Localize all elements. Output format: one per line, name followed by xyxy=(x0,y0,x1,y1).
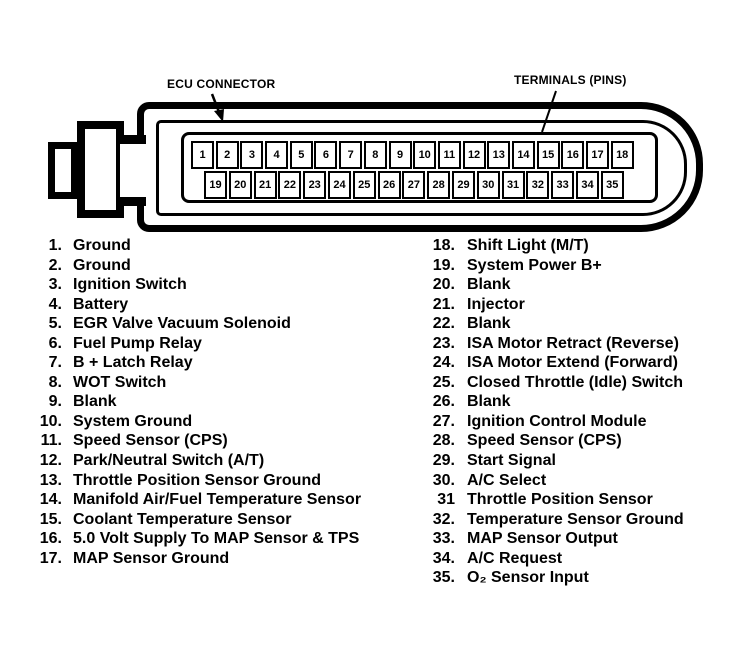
terminal-box: 21 xyxy=(254,171,277,199)
connector-end-nub xyxy=(48,142,78,199)
pin-item xyxy=(417,373,747,393)
terminal-box: 14 xyxy=(512,141,535,169)
terminal-box: 9 xyxy=(389,141,412,169)
pin-label: Shift Light (M/T) xyxy=(467,237,589,254)
pin-number: 10. xyxy=(39,412,62,430)
pin-label: 5.0 Volt Supply To MAP Sensor & TPS xyxy=(73,530,360,548)
terminal-box: 30 xyxy=(477,171,500,199)
terminal-box: 4 xyxy=(265,141,288,169)
pin-number: 13. xyxy=(39,471,62,489)
terminal-box: 18 xyxy=(611,141,634,169)
pin-label: O₂ Sensor Input xyxy=(467,569,589,587)
pin-item xyxy=(417,412,747,432)
pin-label: Park/Neutral Switch (A/T) xyxy=(73,452,265,470)
terminal-box: 22 xyxy=(278,171,301,199)
pin-label: Battery xyxy=(73,295,129,313)
pin-item xyxy=(417,314,747,334)
pin-number: 33. xyxy=(432,530,455,548)
pin-item xyxy=(417,275,747,295)
pin-number: 3. xyxy=(48,276,62,294)
terminal-box: 13 xyxy=(487,141,510,169)
pin-label: ISA Motor Retract (Reverse) xyxy=(467,334,679,352)
pin-list-left xyxy=(28,236,408,568)
pin-number: 31 xyxy=(437,491,455,509)
pin-item xyxy=(417,295,747,315)
pin-item xyxy=(417,334,747,354)
pin-label: Blank xyxy=(467,315,511,333)
pin-number: 11. xyxy=(40,432,62,450)
pin-number: 32. xyxy=(432,510,455,528)
terminal-box: 16 xyxy=(561,141,584,169)
terminal-box: 28 xyxy=(427,171,450,199)
pin-label: Blank xyxy=(467,276,511,294)
pin-label: Ground xyxy=(73,256,131,274)
pin-label: Injector xyxy=(467,295,525,313)
pin-item xyxy=(28,275,408,295)
pin-label: EGR Valve Vacuum Solenoid xyxy=(73,315,291,333)
pin-item xyxy=(417,236,747,256)
pin-number: 22. xyxy=(432,315,455,333)
pin-number: 21. xyxy=(432,295,455,313)
terminal-box: 32 xyxy=(526,171,549,199)
pin-number: 35. xyxy=(432,569,455,587)
terminal-box: 6 xyxy=(314,141,337,169)
pin-item xyxy=(28,295,408,315)
pin-number: 27. xyxy=(432,412,455,430)
pin-number: 6. xyxy=(48,334,62,352)
pin-number: 4. xyxy=(48,295,62,313)
terminal-row-bottom xyxy=(204,171,624,199)
pin-label: Ignition Switch xyxy=(73,276,187,294)
terminal-box: 8 xyxy=(364,141,387,169)
pin-item xyxy=(417,353,747,373)
pin-list-right xyxy=(417,236,747,588)
terminal-box: 15 xyxy=(537,141,560,169)
pin-item xyxy=(417,431,747,451)
pin-number: 2. xyxy=(48,256,62,274)
terminal-box: 20 xyxy=(229,171,252,199)
pin-item xyxy=(28,353,408,373)
pin-number: 5. xyxy=(48,315,62,333)
pin-number: 14. xyxy=(39,491,62,509)
pin-item xyxy=(28,451,408,471)
pin-item xyxy=(28,471,408,491)
pin-item xyxy=(28,529,408,549)
pin-item xyxy=(28,412,408,432)
pin-number: 29. xyxy=(432,452,455,470)
terminal-box: 7 xyxy=(339,141,362,169)
pin-item xyxy=(417,471,747,491)
terminal-box: 33 xyxy=(551,171,574,199)
terminal-box: 10 xyxy=(413,141,436,169)
pin-item xyxy=(417,529,747,549)
pin-number: 8. xyxy=(48,373,62,391)
pin-number: 17. xyxy=(39,549,62,567)
pin-label: MAP Sensor Output xyxy=(467,530,618,548)
pin-item xyxy=(417,510,747,530)
pin-label: Ignition Control Module xyxy=(467,412,647,430)
pin-item xyxy=(28,314,408,334)
terminal-box: 25 xyxy=(353,171,376,199)
ecu-connector-label: ECU CONNECTOR xyxy=(167,77,276,91)
terminal-box: 29 xyxy=(452,171,475,199)
pin-item xyxy=(28,549,408,569)
terminal-box: 1 xyxy=(191,141,214,169)
terminal-box: 11 xyxy=(438,141,461,169)
pin-label: ISA Motor Extend (Forward) xyxy=(467,354,678,372)
pin-item xyxy=(417,392,747,412)
pin-item xyxy=(28,431,408,451)
pin-number: 34. xyxy=(432,549,455,567)
pin-item xyxy=(28,373,408,393)
terminal-box: 26 xyxy=(378,171,401,199)
pin-label: System Power B+ xyxy=(467,256,602,274)
terminal-box: 34 xyxy=(576,171,599,199)
pin-label: Throttle Position Sensor Ground xyxy=(73,471,321,489)
terminal-box: 35 xyxy=(601,171,624,199)
pin-number: 7. xyxy=(48,354,62,372)
pin-label: Fuel Pump Relay xyxy=(73,334,202,352)
terminal-box: 12 xyxy=(463,141,486,169)
pin-label: Speed Sensor (CPS) xyxy=(73,432,228,450)
pin-label: WOT Switch xyxy=(73,373,167,391)
connector-collar xyxy=(77,121,124,218)
pin-number: 15. xyxy=(39,510,62,528)
pin-number: 19. xyxy=(432,256,455,274)
pin-label: Ground xyxy=(73,237,131,254)
pin-label: Blank xyxy=(73,393,117,411)
pin-label: Speed Sensor (CPS) xyxy=(467,432,622,450)
pin-label: B + Latch Relay xyxy=(73,354,193,372)
pin-label: Closed Throttle (Idle) Switch xyxy=(467,373,684,391)
connector-neck xyxy=(120,135,146,206)
pin-number: 18. xyxy=(432,237,455,254)
terminals-pins-label: TERMINALS (PINS) xyxy=(514,73,627,87)
pin-number: 9. xyxy=(48,393,62,411)
terminal-box: 2 xyxy=(216,141,239,169)
pin-number: 16. xyxy=(39,530,62,548)
pin-label: MAP Sensor Ground xyxy=(73,549,230,567)
pin-number: 1. xyxy=(48,237,62,254)
pin-item xyxy=(28,334,408,354)
pin-number: 30. xyxy=(432,471,455,489)
terminal-box: 17 xyxy=(586,141,609,169)
pin-label: A/C Select xyxy=(467,471,547,489)
pin-item xyxy=(417,490,747,510)
pin-label: System Ground xyxy=(73,412,193,430)
pin-label: Coolant Temperature Sensor xyxy=(73,510,292,528)
pin-label: Start Signal xyxy=(467,452,556,470)
pin-number: 28. xyxy=(432,432,455,450)
pin-item xyxy=(417,549,747,569)
pin-label: A/C Request xyxy=(467,549,563,567)
pin-number: 24. xyxy=(432,354,455,372)
pin-label: Blank xyxy=(467,393,511,411)
pin-item xyxy=(28,236,408,256)
pin-label: Throttle Position Sensor xyxy=(467,491,653,509)
terminal-row-top xyxy=(191,141,634,169)
pin-item xyxy=(28,392,408,412)
terminal-box: 24 xyxy=(328,171,351,199)
terminal-box: 19 xyxy=(204,171,227,199)
pin-number: 12. xyxy=(39,452,62,470)
pin-number: 23. xyxy=(432,334,455,352)
pin-item xyxy=(28,256,408,276)
pin-label: Manifold Air/Fuel Temperature Sensor xyxy=(73,491,362,509)
pin-number: 26. xyxy=(432,393,455,411)
terminal-box: 23 xyxy=(303,171,326,199)
pin-label: Temperature Sensor Ground xyxy=(467,510,684,528)
pin-item xyxy=(417,568,747,588)
pin-number: 20. xyxy=(432,276,455,294)
pin-number: 25. xyxy=(432,373,455,391)
terminal-box: 27 xyxy=(402,171,425,199)
pin-item xyxy=(28,510,408,530)
pin-item xyxy=(28,490,408,510)
terminal-box: 31 xyxy=(502,171,525,199)
terminal-box: 3 xyxy=(240,141,263,169)
terminal-box: 5 xyxy=(290,141,313,169)
pin-item xyxy=(417,451,747,471)
pin-item xyxy=(417,256,747,276)
